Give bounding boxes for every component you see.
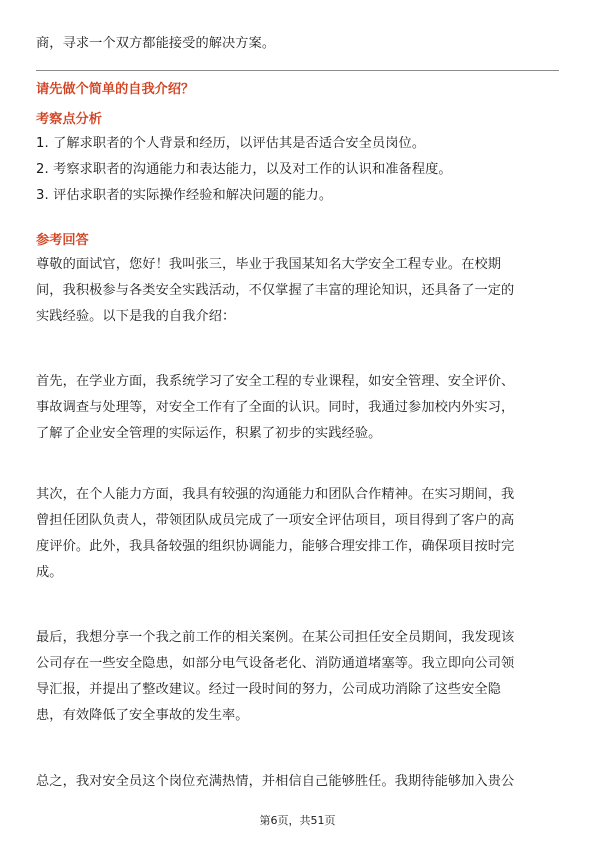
analysis-list [36,131,560,209]
analysis-heading: 考察点分析 [36,112,102,127]
paragraph-line: 度评价。此外，我具备较强的组织协调能力，能够合理安排工作，确保项目按时完 [36,539,515,554]
paragraph-line: 商，寻求一个双方都能接受的解决方案。 [36,36,276,51]
answer-heading: 参考回答 [36,233,89,248]
analysis-item: 2. 考察求职者的沟通能力和表达能力，以及对工作的认识和准备程度。 [36,162,452,177]
analysis-item: 3. 评估求职者的实际操作经验和解决问题的能力。 [36,188,333,203]
section-divider [36,70,559,71]
paragraph-line: 总之，我对安全员这个岗位充满热情，并相信自己能够胜任。我期待能够加入贵公 [36,774,515,789]
answer-paragraph [36,482,560,586]
answer-paragraph [36,625,560,729]
paragraph-line: 最后，我想分享一个我之前工作的相关案例。在某公司担任安全员期间，我发现该 [36,630,515,645]
paragraph-line: 事故调查与处理等，对安全工作有了全面的认识。同时，我通过参加校内外实习， [36,400,515,415]
paragraph-line: 实践经验。以下是我的自我介绍： [36,309,236,324]
paragraph-line: 成。 [36,565,63,580]
paragraph-line: 了解了企业安全管理的实际运作，积累了初步的实践经验。 [36,426,382,441]
answer-paragraph [36,769,560,795]
paragraph-line: 导汇报，并提出了整改建议。经过一段时间的努力，公司成功消除了这些安全隐 [36,682,502,697]
paragraph-line: 首先，在学业方面，我系统学习了安全工程的专业课程，如安全管理、安全评价、 [36,374,515,389]
paragraph-line: 尊敬的面试官，您好！我叫张三，毕业于我国某知名大学安全工程专业。在校期 [36,257,502,272]
analysis-item: 1. 了解求职者的个人背景和经历，以评估其是否适合安全员岗位。 [36,136,426,151]
paragraph-line: 患，有效降低了安全事故的发生率。 [36,708,249,723]
paragraph-line: 间，我积极参与各类安全实践活动，不仅掌握了丰富的理论知识，还具备了一定的 [36,283,515,298]
answer-paragraph [36,369,560,447]
answer-paragraph [36,252,560,330]
continuation-paragraph [36,31,560,57]
paragraph-line: 曾担任团队负责人，带领团队成员完成了一项安全评估项目，项目得到了客户的高 [36,513,515,528]
page-number: 第6页，共51页 [259,814,336,827]
paragraph-line: 公司存在一些安全隐患，如部分电气设备老化、消防通道堵塞等。我立即向公司领 [36,656,515,671]
question-heading: 请先做个简单的自我介绍？ [36,82,195,97]
paragraph-line: 其次，在个人能力方面，我具有较强的沟通能力和团队合作精神。在实习期间，我 [36,487,515,502]
